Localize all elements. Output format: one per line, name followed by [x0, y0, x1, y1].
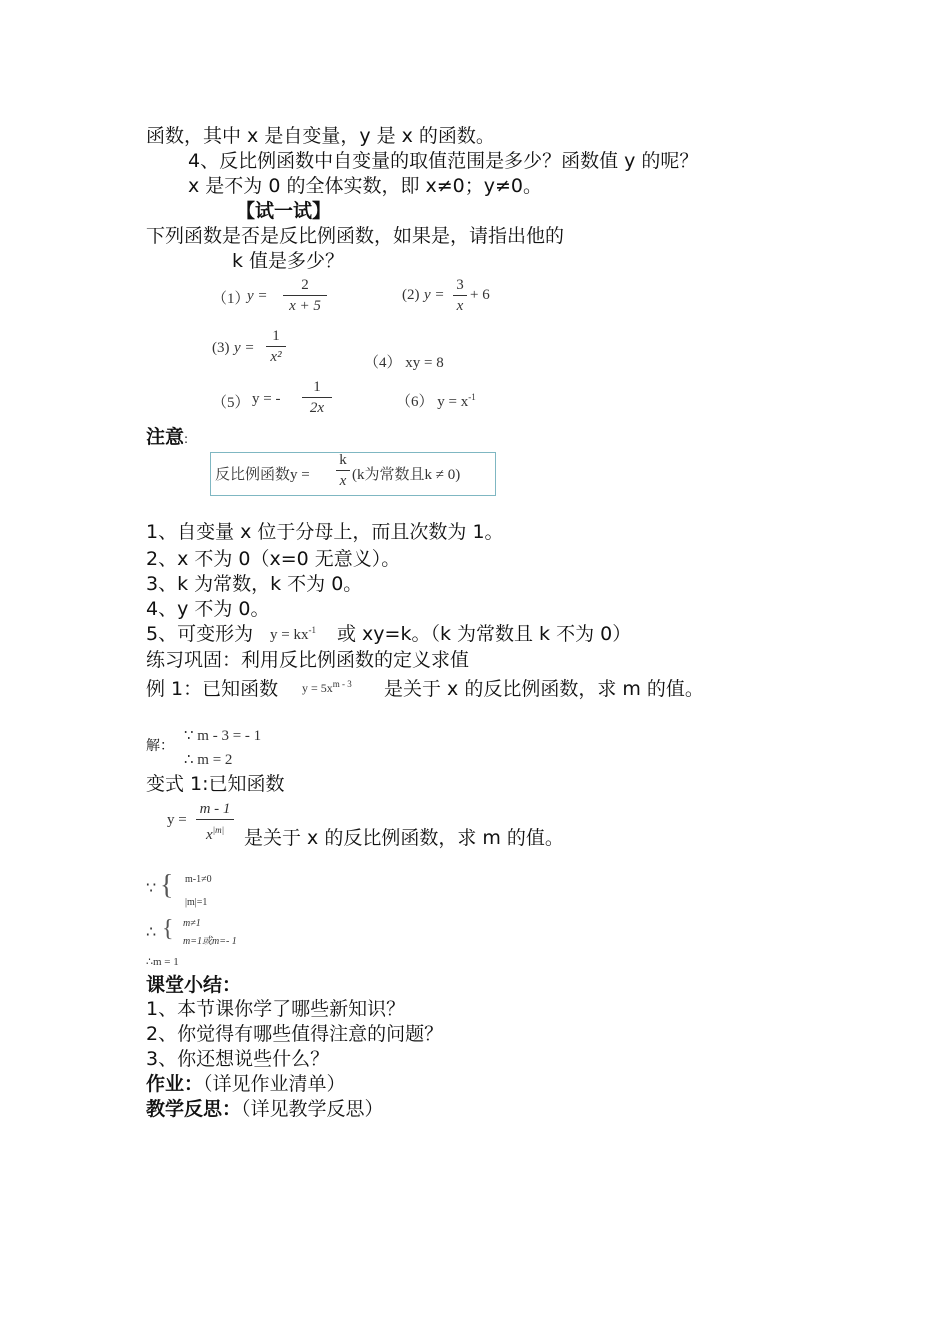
homework-line: [146, 1072, 346, 1096]
variant-1-fraction: [196, 800, 234, 844]
homework-text: （详见作业清单）: [203, 1073, 346, 1095]
formula-1-fraction: [283, 276, 327, 315]
answer-4: x 是不为 0 的全体实数，即 x≠0；y≠0。: [188, 175, 542, 197]
formula-6-base: （6） y = x: [396, 394, 469, 410]
note-item-5-base: y = kx: [270, 627, 309, 643]
try-question-cont: k 值是多少？: [232, 250, 345, 272]
formula-6-exponent: -1: [468, 392, 476, 402]
line-function-definition: 函数，其中 x 是自变量，y 是 x 的函数。: [146, 125, 495, 147]
variant-1-numerator: m - 1: [199, 801, 231, 817]
variant-1-rest: 是关于 x 的反比例函数，求 m 的值。: [244, 827, 564, 849]
formula-3-numerator: 1: [272, 328, 280, 344]
formula-2-denominator: x: [456, 298, 464, 314]
condition-2b: m=1或m=- 1: [183, 936, 237, 947]
try-question: 下列函数是否是反比例函数，如果是，请指出他的: [146, 225, 565, 247]
note-item-1: 1、自变量 x 位于分母上，而且次数为 1。: [146, 521, 504, 543]
summary-item-3: 3、你还想说些什么？: [146, 1048, 330, 1070]
definition-fraction: [336, 451, 350, 490]
note-item-5-formula: [270, 625, 316, 644]
solution-step-1: ∵ m - 3 = - 1: [184, 728, 262, 744]
definition-lhs: 反比例函数y =: [215, 467, 310, 483]
formula-5-numerator: 1: [313, 379, 321, 395]
conclusion: ∴m = 1: [146, 956, 179, 968]
formula-1-numerator: 2: [301, 277, 309, 293]
example-1-formula: [302, 679, 352, 696]
condition-1a: m-1≠0: [185, 874, 212, 885]
left-brace-1: {: [160, 870, 174, 901]
note-colon: :: [184, 432, 189, 446]
note-item-5: 5、可变形为: [146, 623, 254, 645]
note-title-text: 注意: [146, 426, 185, 448]
example-1-lead: 例 1：已知函数: [146, 678, 279, 700]
definition-condition: (k为常数且k ≠ 0): [352, 467, 461, 483]
definition-denominator: x: [339, 473, 347, 489]
note-title: [146, 425, 188, 451]
try-title: 【试一试】: [236, 200, 332, 222]
because-symbol: ∵: [146, 880, 157, 897]
example-1-base: y = 5x: [302, 681, 333, 695]
left-brace-2: {: [162, 916, 174, 942]
formula-6: [396, 390, 476, 411]
formula-3-lhs: y =: [234, 340, 255, 356]
question-4: 4、反比例函数中自变量的取值范围是多少？函数值 y 的呢？: [188, 150, 699, 172]
formula-2-label: (2): [402, 287, 420, 303]
homework-title: 作业：: [146, 1073, 204, 1095]
variant-1-lead: 变式 1:已知函数: [146, 773, 285, 795]
definition-numerator: k: [339, 452, 347, 468]
solution-step-2: ∴ m = 2: [184, 752, 233, 768]
formula-2-fraction: [453, 276, 467, 315]
note-item-2: 2、x 不为 0（x=0 无意义）。: [146, 548, 401, 570]
condition-1b: |m|=1: [185, 897, 208, 908]
condition-2a: m≠1: [183, 918, 201, 929]
formula-5-fraction: [302, 378, 332, 417]
formula-3-denominator: x²: [270, 349, 282, 365]
summary-item-2: 2、你觉得有哪些值得注意的问题？: [146, 1023, 444, 1045]
formula-2-rest: + 6: [470, 287, 490, 303]
summary-title: 课堂小结：: [146, 974, 242, 996]
formula-3-fraction: [266, 327, 286, 366]
solution-label: 解：: [146, 738, 174, 754]
reflection-line: [146, 1097, 384, 1121]
note-item-5-exponent: -1: [308, 625, 316, 635]
formula-5-label: （5）: [212, 395, 250, 411]
reflection-text: （详见教学反思）: [241, 1098, 384, 1120]
variant-1-denominator: [196, 821, 234, 844]
note-item-5-rest: 或 xy=k。（k 为常数且 k 不为 0）: [337, 623, 632, 645]
note-item-4: 4、y 不为 0。: [146, 598, 270, 620]
formula-1-lhs: y =: [247, 288, 268, 304]
variant-1-lhs: y =: [167, 812, 187, 828]
formula-3-label: (3): [212, 340, 230, 356]
reflection-title: 教学反思：: [146, 1098, 242, 1120]
formula-5-lhs: y = -: [252, 391, 281, 407]
formula-1-label: （1）: [212, 291, 250, 307]
formula-2-numerator: 3: [456, 277, 464, 293]
formula-1-denominator: x + 5: [289, 298, 321, 314]
summary-item-1: 1、本节课你学了哪些新知识？: [146, 998, 406, 1020]
variant-1-exponent: |m|: [212, 825, 225, 835]
variant-1-base: x: [205, 827, 213, 843]
note-item-3: 3、k 为常数，k 不为 0。: [146, 573, 363, 595]
formula-2-lhs: y =: [424, 287, 445, 303]
formula-4: （4） xy = 8: [364, 355, 444, 371]
formula-5-denominator: 2x: [309, 400, 325, 416]
therefore-symbol: ∴: [146, 924, 157, 941]
practice-title: 练习巩固：利用反比例函数的定义求值: [146, 649, 470, 671]
example-1-rest: 是关于 x 的反比例函数，求 m 的值。: [384, 678, 704, 700]
example-1-exponent: m - 3: [332, 679, 352, 689]
